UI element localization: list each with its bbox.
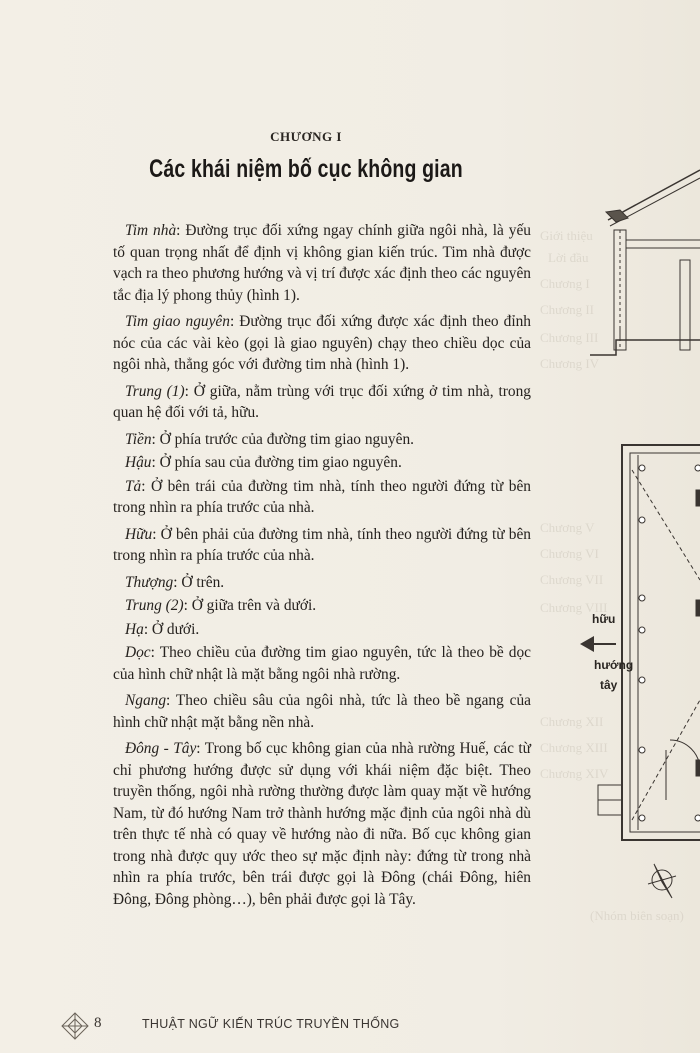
bleed-through: Chương VI (540, 546, 599, 561)
figure-label-tay: tây (600, 678, 618, 692)
entry-tien (113, 429, 531, 451)
entry-tim-nha (113, 220, 531, 306)
bleed-through: Chương I (540, 276, 590, 291)
entry-hau (113, 452, 531, 474)
entry-thuong (113, 572, 531, 594)
column-section (680, 260, 690, 350)
entry-text: : Theo chiều sâu của ngôi nhà, tức là theo bề ngang của hình chữ nhật mặt bằng nền nhà. (113, 692, 531, 731)
bleed-through: Chương V (540, 520, 595, 535)
entry-term: Hữu (125, 525, 153, 543)
entry-term: Tim giao nguyên (125, 313, 230, 330)
bleed-through: Lời đầu (548, 250, 589, 265)
entry-term: Hạ (125, 620, 144, 638)
bleed-through: Chương XIV (540, 766, 609, 781)
entry-text: : Trong bố cục không gian của nhà rường Huế, các từ chỉ phương hướng được sử dụng với khái niệm đặc biệt. Theo truyền thống, ngôi nhà rường thường được làm quay mặt về hướng Nam, từ đó hướng Nam trở thành hướng mặc định của ngôi nhà dù trên thực tế nhà có quay về hướng nào đi nữa. Bố cục không gian trong nhà được quy ước theo sự mặc định này: đứng từ trong nhà nhìn ra phía trước, bên trái được gọi là Đông (chái Đông, hiên Đông, Đông phòng…), bên phải được gọi là Tây. (113, 740, 531, 908)
entry-text: : Ở bên trái của đường tim nhà, tính theo người đứng từ bên trong nhìn ra phía trước của nhà. (113, 477, 531, 516)
bleed-through: (Nhóm biên soạn) (590, 908, 684, 923)
door-mark (696, 490, 700, 506)
entry-term: Trung (1) (125, 382, 185, 400)
bleed-through: Chương XII (540, 714, 604, 729)
entry-text: : Ở bên phải của đường tim nhà, tính theo người đứng từ bên trong nhìn ra phía trước của nhà. (113, 525, 531, 564)
entry-text: : Theo chiều của đường tim giao nguyên, tức là theo bề dọc của hình chữ nhật là mặt bằng ngôi nhà rường. (113, 644, 531, 683)
column-dot (639, 595, 645, 601)
bleed-through: Chương II (540, 302, 594, 317)
bleed-through: Chương IV (540, 356, 600, 371)
entry-term: Trung (2) (125, 597, 184, 614)
entry-term: Thượng (125, 573, 174, 591)
running-title: THUẬT NGỮ KIẾN TRÚC TRUYỀN THỐNG (142, 1017, 400, 1031)
entry-doc (113, 642, 531, 685)
figure-label-huong: hướng (594, 658, 634, 672)
column-dot (695, 465, 700, 471)
entry-ha (113, 619, 531, 641)
entry-term: Ngang (125, 692, 167, 709)
entry-text: : Ở dưới. (143, 620, 200, 638)
column-dot (639, 465, 645, 471)
entry-dong-tay (113, 738, 531, 910)
body-text (113, 220, 531, 915)
entry-term: Tim nhà (125, 222, 177, 239)
column-dot (639, 677, 645, 683)
entry-huu (113, 524, 531, 567)
column-dot (639, 747, 645, 753)
entry-text: : Ở giữa trên và dưới. (183, 597, 317, 614)
diamond-ornament-icon (60, 1011, 90, 1041)
diagonal-dashed (632, 470, 700, 580)
column-dot (695, 815, 700, 821)
entry-term: Tiền (125, 430, 152, 448)
entry-term: Tả (125, 477, 142, 495)
entry-term: Hậu (125, 454, 152, 471)
page-footer (60, 1011, 560, 1041)
roof-ornament (606, 210, 628, 222)
column-dot (639, 627, 645, 633)
entry-text: : Ở trên. (173, 573, 225, 591)
plan-outline (622, 445, 700, 840)
column-dot (639, 517, 645, 523)
entry-ngang (113, 690, 531, 733)
direction-arrow-icon (580, 636, 594, 652)
entry-text: : Ở phía sau của đường tim giao nguyên. (151, 454, 402, 471)
bleed-through: Giới thiệu (540, 228, 593, 243)
entry-text: : Đường trục đối xứng được xác định theo đỉnh nóc của các vài kèo (gọi là giao nguyên) chạy theo chiều dọc của ngôi nhà, thẳng góc với đường tim nhà (hình 1). (113, 313, 531, 373)
column-dot (639, 815, 645, 821)
figure-label-huu: hữu (592, 612, 616, 626)
plan-inner (630, 453, 700, 832)
entry-tim-giao-nguyen (113, 311, 531, 376)
entry-ta (113, 476, 531, 519)
entry-trung-2 (113, 595, 531, 617)
entry-term: Dọc (125, 644, 151, 661)
door-mark (696, 600, 700, 616)
architectural-drawing (580, 160, 700, 930)
entry-text: : Ở giữa, nằm trùng với trục đối xứng ở tim nhà, trong quan hệ đối với tả, hữu. (113, 382, 531, 421)
entry-term: Đông - Tây (125, 740, 197, 757)
page-number: 8 (94, 1015, 102, 1031)
bleed-through: Chương III (540, 330, 599, 345)
bleed-through: Chương XIII (540, 740, 608, 755)
entry-text: : Đường trục đối xứng ngay chính giữa ngôi nhà, là yếu tố quan trọng nhất để định vị không gian kiến trúc. Tim nhà được vạch ra theo phương hướng và vị trí được xác định theo các nguyên tắc địa lý phong thủy (hình 1). (113, 222, 531, 304)
bleed-through: Chương VII (540, 572, 604, 587)
floor-line (590, 340, 700, 355)
chapter-label: CHƯƠNG I (270, 129, 342, 144)
entry-trung-1 (113, 381, 531, 424)
bleed-through: Chương VIII (540, 600, 608, 615)
chapter-title: Các khái niệm bố cục không gian (149, 155, 463, 183)
entry-text: : Ở phía trước của đường tim giao nguyên. (151, 430, 414, 448)
